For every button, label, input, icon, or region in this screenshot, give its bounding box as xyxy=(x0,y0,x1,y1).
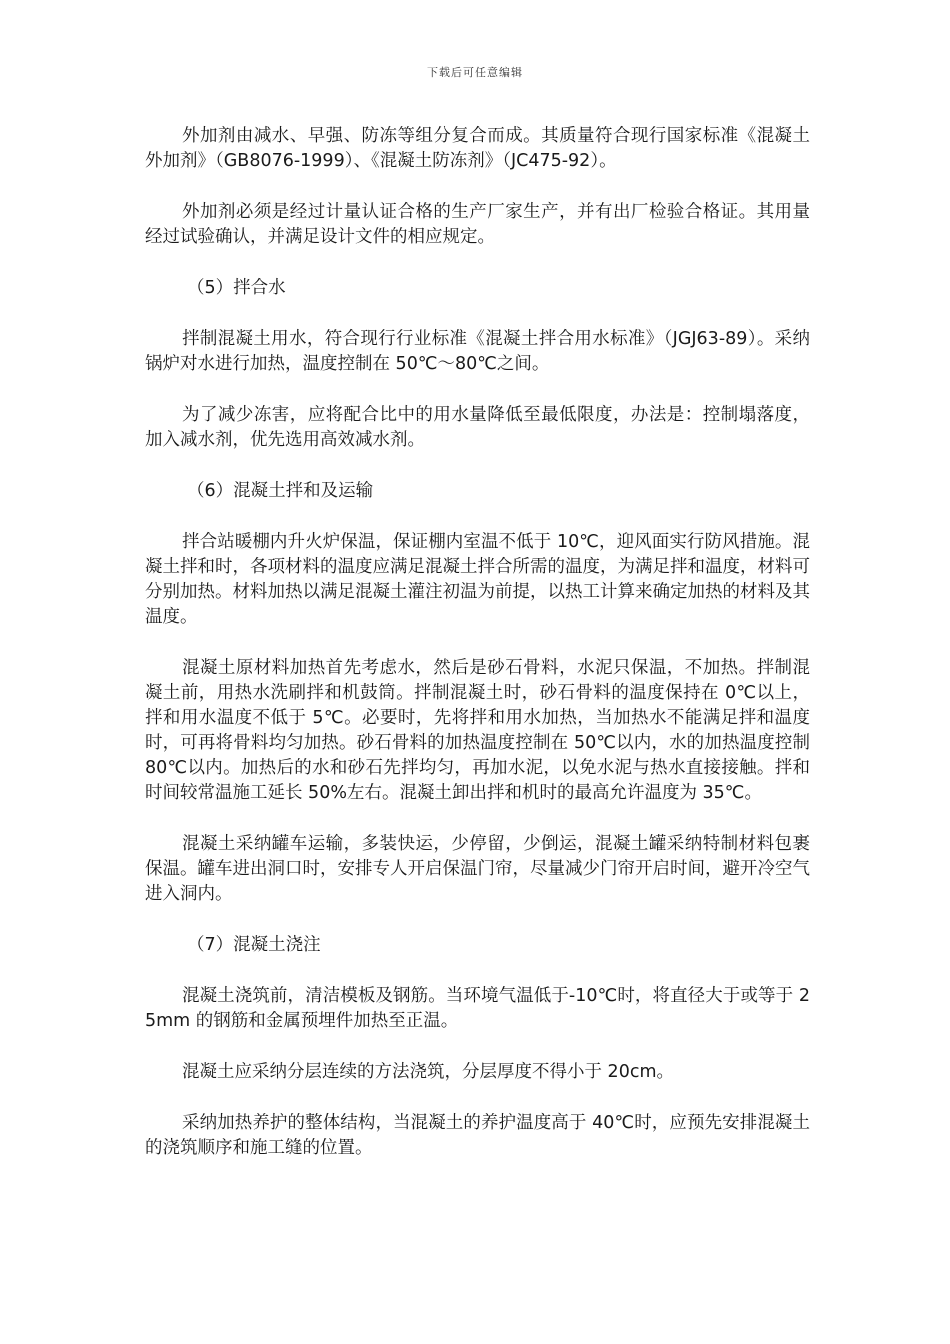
paragraph-admixture-composition: 外加剂由减水、早强、防冻等组分复合而成。其质量符合现行国家标准《混凝土外加剂》（GB8076-1999）、《混凝土防冻剂》（JC475-92）。 xyxy=(145,126,810,171)
paragraph-heated-curing: 采纳加热养护的整体结构，当混凝土的养护温度高于 40℃时，应预先安排混凝土的浇筑顺序和施工缝的位置。 xyxy=(145,1113,810,1158)
page-header-note: 下载后可任意编辑 xyxy=(427,66,523,79)
section-heading-mixing-water: （5）拌合水 xyxy=(187,278,286,298)
section-heading-pouring: （7）混凝土浇注 xyxy=(187,935,321,955)
section-heading-mixing-transport: （6）混凝土拌和及运输 xyxy=(187,481,374,501)
paragraph-layered-pouring: 混凝土应采纳分层连续的方法浇筑，分层厚度不得小于 20cm。 xyxy=(182,1062,674,1082)
paragraph-material-heating: 混凝土原材料加热首先考虑水，然后是砂石骨料，水泥只保温，不加热。拌制混凝土前，用热水洗刷拌和机鼓筒。拌制混凝土时，砂石骨料的温度保持在 0℃以上，拌和用水温度不低于 5℃。必要时，先将拌和用水加热，当加热水不能满足拌和温度时，可再将骨料均匀加热。砂石骨料的加热温度控制在 50℃以内，水的加热温度控制 80℃以内。加热后的水和砂石先拌均匀，再加水泥，以免水泥与热水直接接触。拌和时间较常温施工延长 50%左右。混凝土卸出拌和机时的最高允许温度为 35℃。 xyxy=(145,658,810,803)
paragraph-transport: 混凝土采纳罐车运输，多装快运，少停留，少倒运，混凝土罐采纳特制材料包裹保温。罐车进出洞口时，安排专人开启保温门帘，尽量减少门帘开启时间，避开冷空气进入洞内。 xyxy=(145,834,810,904)
paragraph-pre-pour-prep: 混凝土浇筑前，清洁模板及钢筋。当环境气温低于-10℃时，将直径大于或等于 25mm 的钢筋和金属预埋件加热至正温。 xyxy=(145,986,810,1031)
document-body xyxy=(145,124,810,1187)
paragraph-water-reduction: 为了减少冻害，应将配合比中的用水量降低至最低限度，办法是：控制塌落度，加入减水剂，优先选用高效减水剂。 xyxy=(145,405,810,450)
paragraph-admixture-certification: 外加剂必须是经过计量认证合格的生产厂家生产，并有出厂检验合格证。其用量经过试验确认，并满足设计文件的相应规定。 xyxy=(145,202,810,247)
paragraph-mixing-station: 拌合站暖棚内升火炉保温，保证棚内室温不低于 10℃，迎风面实行防风措施。混凝土拌和时，各项材料的温度应满足混凝土拌合所需的温度，为满足拌和温度，材料可分别加热。材料加热以满足混凝土灌注初温为前提，以热工计算来确定加热的材料及其温度。 xyxy=(145,532,810,627)
paragraph-mixing-water-standard: 拌制混凝土用水，符合现行行业标准《混凝土拌合用水标准》（JGJ63-89）。采纳锅炉对水进行加热，温度控制在 50℃～80℃之间。 xyxy=(145,329,810,374)
